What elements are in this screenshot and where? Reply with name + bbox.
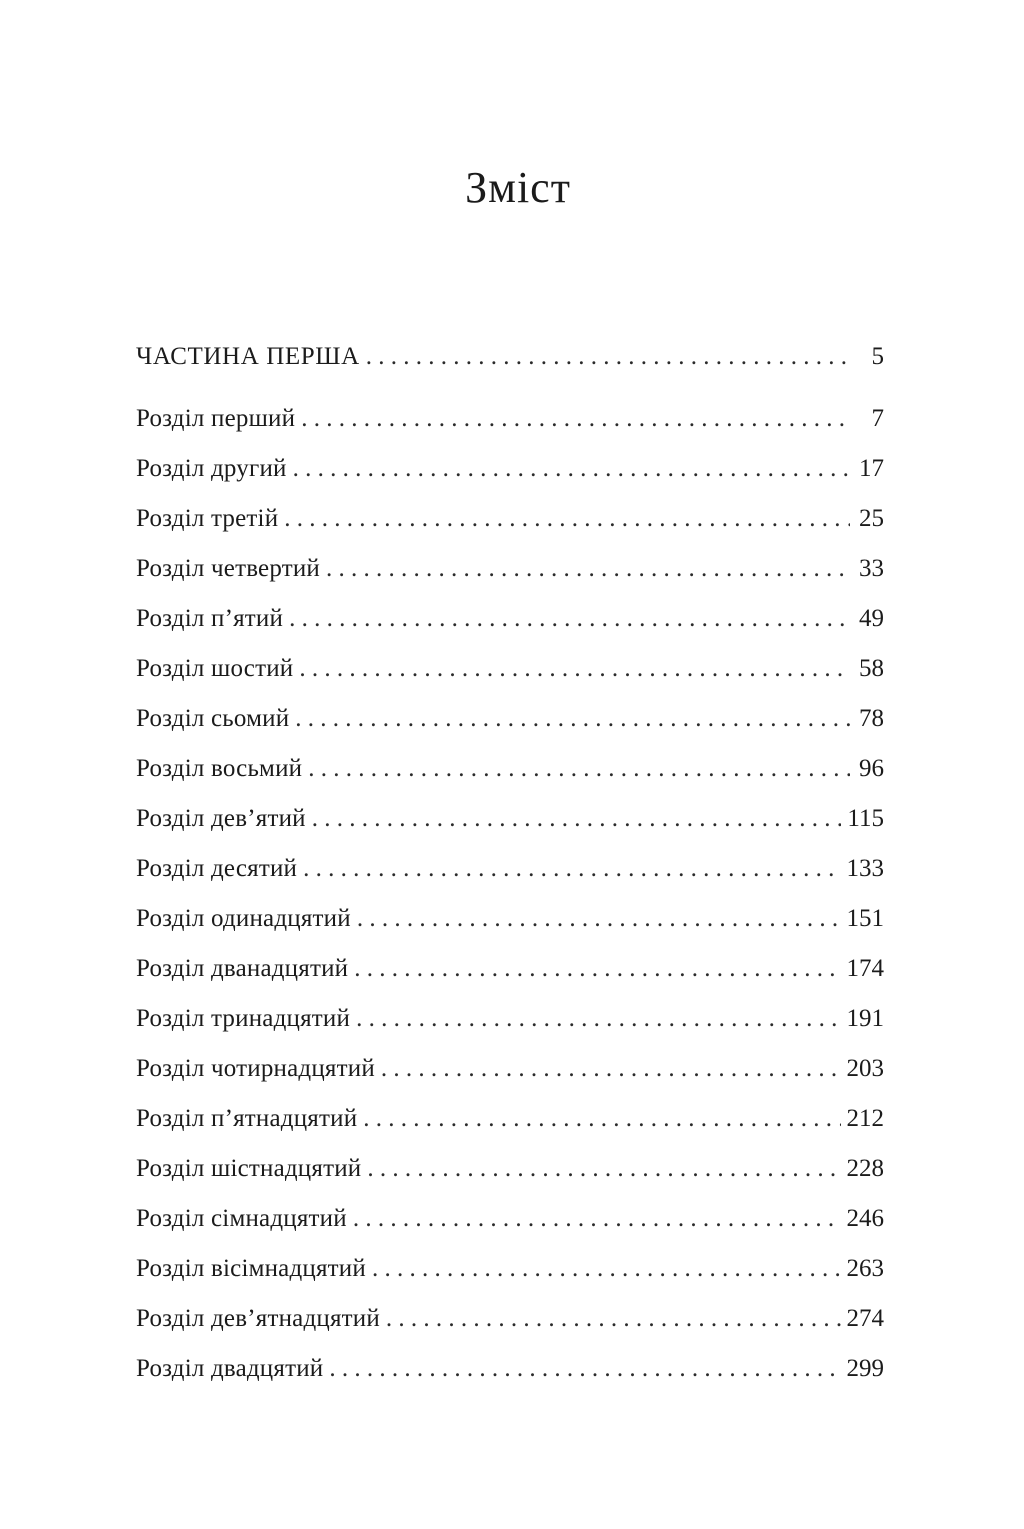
toc-entry-label: Розділ четвертий bbox=[136, 555, 320, 582]
toc-entry[interactable] bbox=[136, 544, 884, 594]
toc-entry[interactable] bbox=[136, 1144, 884, 1194]
toc-entry[interactable] bbox=[136, 444, 884, 494]
toc-entry-label: Розділ одинадцятий bbox=[136, 905, 351, 932]
dot-leader bbox=[326, 544, 850, 594]
toc-entry[interactable] bbox=[136, 1344, 884, 1394]
dot-leader bbox=[293, 444, 850, 494]
toc-entry-page: 25 bbox=[859, 505, 884, 532]
toc-entry-page: 246 bbox=[846, 1205, 884, 1232]
toc-entry-label: Розділ перший bbox=[136, 405, 296, 432]
toc-entry[interactable] bbox=[136, 894, 884, 944]
toc-entry-label: Розділ тринадцятий bbox=[136, 1005, 351, 1032]
dot-leader bbox=[372, 1244, 841, 1294]
toc-entry[interactable] bbox=[136, 644, 884, 694]
toc-entry-page: 203 bbox=[846, 1055, 884, 1082]
toc-entry[interactable] bbox=[136, 744, 884, 794]
toc-entry-label: Розділ п’ятий bbox=[136, 605, 284, 632]
toc-entry-page: 274 bbox=[846, 1305, 884, 1332]
dot-leader bbox=[303, 844, 840, 894]
toc-entry-label: Розділ третій bbox=[136, 505, 279, 532]
toc-entry-page: 212 bbox=[846, 1105, 884, 1132]
toc-entry[interactable] bbox=[136, 1194, 884, 1244]
toc-entry[interactable] bbox=[136, 1244, 884, 1294]
toc-entry-label: Розділ другий bbox=[136, 455, 287, 482]
toc-entry[interactable] bbox=[136, 394, 884, 444]
toc-entry-label: Розділ десятий bbox=[136, 855, 298, 882]
toc-entry-page: 299 bbox=[846, 1355, 884, 1382]
toc-entry-page: 49 bbox=[859, 605, 884, 632]
dot-leader bbox=[366, 332, 850, 382]
toc-entry-page: 58 bbox=[859, 655, 884, 682]
toc-entry-page: 151 bbox=[846, 905, 884, 932]
toc-entry-page: 96 bbox=[859, 755, 884, 782]
toc-entry-label: Розділ сьомий bbox=[136, 705, 290, 732]
toc-entry[interactable] bbox=[136, 944, 884, 994]
toc-entry-label: Розділ чотирнадцятий bbox=[136, 1055, 375, 1082]
toc-entry[interactable] bbox=[136, 794, 884, 844]
dot-leader bbox=[299, 644, 850, 694]
toc-entry[interactable] bbox=[136, 1294, 884, 1344]
dot-leader bbox=[301, 394, 850, 444]
dot-leader bbox=[354, 944, 840, 994]
toc-entry[interactable] bbox=[136, 1094, 884, 1144]
toc-entry-page: 174 bbox=[846, 955, 884, 982]
page-title: Зміст bbox=[465, 163, 571, 212]
toc-entry-page: 115 bbox=[847, 805, 884, 832]
toc-entry-page: 191 bbox=[846, 1005, 884, 1032]
toc-entry-label: Розділ шістнадцятий bbox=[136, 1155, 362, 1182]
toc-entry[interactable] bbox=[136, 694, 884, 744]
toc-entry-label: Розділ шостий bbox=[136, 655, 294, 682]
toc-entry-page: 228 bbox=[846, 1155, 884, 1182]
dot-leader bbox=[329, 1344, 840, 1394]
toc-entry-label: Розділ дев’ятнадцятий bbox=[136, 1305, 380, 1332]
toc-entry-label: Розділ п’ятнадцятий bbox=[136, 1105, 358, 1132]
dot-leader bbox=[356, 994, 840, 1044]
toc-entry-label: Розділ двадцятий bbox=[136, 1355, 324, 1382]
table-of-contents bbox=[136, 332, 884, 1394]
toc-entry-page: 17 bbox=[859, 455, 884, 482]
toc-entry[interactable] bbox=[136, 594, 884, 644]
toc-entry-page: 7 bbox=[871, 405, 884, 432]
dot-leader bbox=[381, 1044, 841, 1094]
toc-entry[interactable] bbox=[136, 1044, 884, 1094]
toc-entry[interactable] bbox=[136, 494, 884, 544]
dot-leader bbox=[284, 494, 850, 544]
toc-entry-page: 5 bbox=[871, 343, 884, 370]
dot-leader bbox=[357, 894, 841, 944]
toc-entry-label: Розділ сімнадцятий bbox=[136, 1205, 347, 1232]
toc-entry[interactable] bbox=[136, 994, 884, 1044]
dot-leader bbox=[363, 1094, 840, 1144]
toc-entry-part-one[interactable] bbox=[136, 332, 884, 394]
toc-entry-label: ЧАСТИНА ПЕРША bbox=[136, 343, 360, 370]
dot-leader bbox=[289, 594, 850, 644]
toc-entry-page: 133 bbox=[846, 855, 884, 882]
toc-entry-page: 33 bbox=[859, 555, 884, 582]
toc-entry[interactable] bbox=[136, 844, 884, 894]
dot-leader bbox=[295, 694, 850, 744]
toc-entry-page: 78 bbox=[859, 705, 884, 732]
toc-entry-page: 263 bbox=[846, 1255, 884, 1282]
toc-entry-label: Розділ дев’ятий bbox=[136, 805, 306, 832]
dot-leader bbox=[308, 744, 850, 794]
dot-leader bbox=[353, 1194, 841, 1244]
dot-leader bbox=[386, 1294, 841, 1344]
dot-leader bbox=[367, 1144, 840, 1194]
toc-entry-label: Розділ дванадцятий bbox=[136, 955, 349, 982]
dot-leader bbox=[312, 794, 842, 844]
toc-entry-label: Розділ вісімнадцятий bbox=[136, 1255, 366, 1282]
toc-entry-label: Розділ восьмий bbox=[136, 755, 303, 782]
